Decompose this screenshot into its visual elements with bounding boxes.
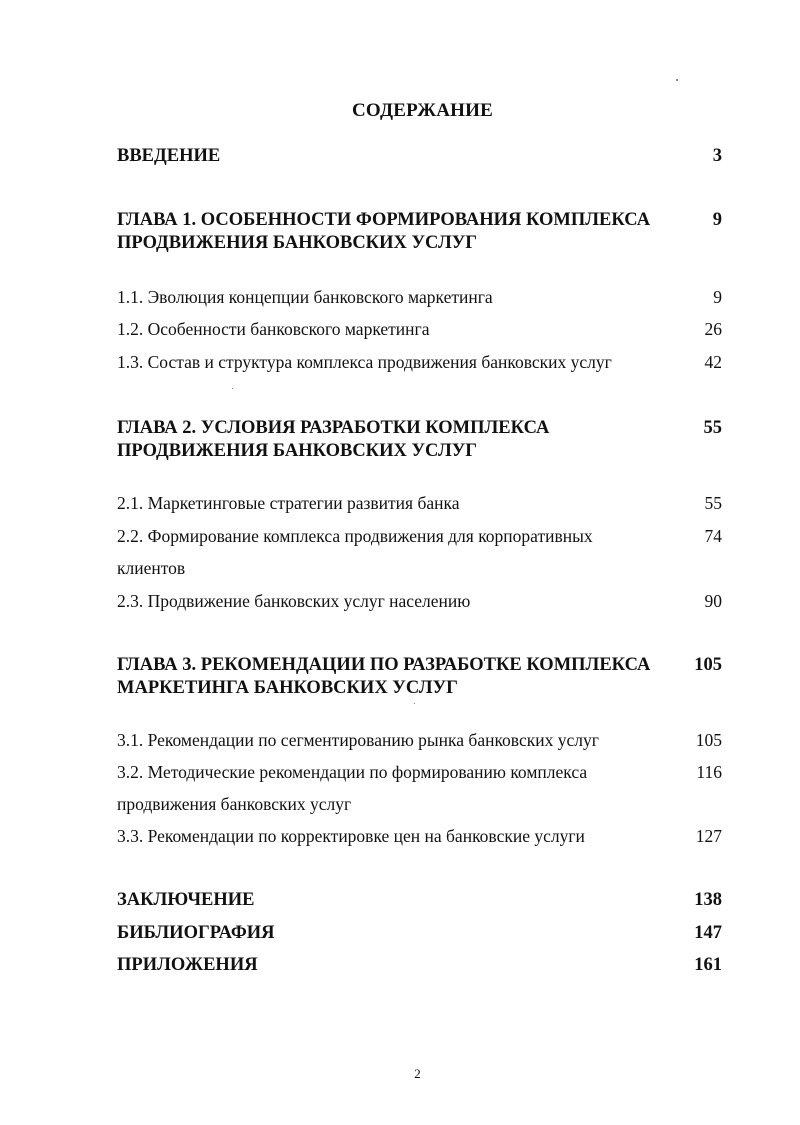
toc-entry-page: 55 [703, 418, 722, 438]
toc-entry-title: ВВЕДЕНИЕ [117, 146, 221, 166]
toc-entry-page: 42 [704, 352, 722, 372]
toc-entry-page: 9 [713, 287, 722, 307]
toc-entry-title: 2.1. Маркетинговые стратегии развития банка [117, 493, 460, 513]
toc-entry-title: ПРИЛОЖЕНИЯ [117, 955, 258, 975]
scan-speck [232, 388, 233, 389]
toc-entry-page: 105 [695, 730, 722, 750]
toc-entry-section-3-2[interactable] [117, 756, 722, 820]
toc-entry-chapter-1[interactable] [117, 209, 722, 255]
toc-entry-conclusion[interactable] [117, 889, 722, 912]
toc-entry-section-2-1[interactable] [117, 487, 722, 519]
toc-entry-page: 105 [694, 655, 722, 675]
toc-entry-section-3-1[interactable] [117, 724, 722, 756]
toc-entry-title: 2.2. Формирование комплекса продвижения для корпоративных клиентов [117, 526, 593, 578]
toc-entry-title: ГЛАВА 2. УСЛОВИЯ РАЗРАБОТКИ КОМПЛЕКСА ПРОДВИЖЕНИЯ БАНКОВСКИХ УСЛУГ [117, 418, 550, 461]
page-title: СОДЕРЖАНИЕ [352, 100, 493, 121]
toc-entry-page: 116 [696, 762, 722, 782]
toc-entry-page: 9 [712, 210, 722, 230]
toc-entry-title: 1.3. Состав и структура комплекса продвижения банковских услуг [117, 352, 612, 372]
scan-speck [676, 79, 678, 81]
toc-entry-page: 74 [704, 526, 722, 546]
scan-speck [414, 703, 415, 704]
toc-entry-title: ГЛАВА 1. ОСОБЕННОСТИ ФОРМИРОВАНИЯ КОМПЛЕКСА ПРОДВИЖЕНИЯ БАНКОВСКИХ УСЛУГ [117, 210, 651, 253]
toc-entry-title: БИБЛИОГРАФИЯ [117, 923, 275, 943]
toc-entry-title: ГЛАВА 3. РЕКОМЕНДАЦИИ ПО РАЗРАБОТКЕ КОМПЛЕКСА МАРКЕТИНГА БАНКОВСКИХ УСЛУГ [117, 655, 651, 698]
toc-entry-title: 2.3. Продвижение банковских услуг населению [117, 591, 471, 611]
toc-entry-section-1-3[interactable] [117, 346, 722, 378]
toc-entry-chapter-2[interactable] [117, 417, 722, 463]
toc-entry-chapter-3[interactable] [117, 654, 722, 700]
toc-entry-title: 1.1. Эволюция концепции банковского маркетинга [117, 287, 493, 307]
toc-entry-section-1-2[interactable] [117, 313, 722, 345]
toc-entry-page: 55 [704, 493, 722, 513]
toc-entry-page: 90 [704, 591, 722, 611]
toc-entry-bibliography[interactable] [117, 922, 722, 945]
page-number: 2 [414, 1066, 421, 1081]
toc-entry-section-2-2[interactable] [117, 520, 722, 584]
toc-entry-page: 161 [694, 955, 722, 975]
toc-entry-introduction[interactable] [117, 145, 722, 168]
toc-entry-appendices[interactable] [117, 954, 722, 977]
toc-entry-page: 26 [704, 319, 722, 339]
toc-entry-page: 127 [695, 826, 722, 846]
toc-entry-title: 3.3. Рекомендации по корректировке цен на банковские услуги [117, 826, 585, 846]
toc-entry-section-1-1[interactable] [117, 281, 722, 313]
toc-entry-section-2-3[interactable] [117, 585, 722, 617]
toc-entry-section-3-3[interactable] [117, 820, 722, 852]
toc-entry-title: 1.2. Особенности банковского маркетинга [117, 319, 430, 339]
toc-entry-title: 3.2. Методические рекомендации по формированию комплекса продвижения банковских услуг [117, 762, 588, 814]
toc-entry-title: 3.1. Рекомендации по сегментированию рынка банковских услуг [117, 730, 599, 750]
toc-entry-page: 138 [694, 890, 722, 910]
toc-entry-page: 147 [694, 923, 722, 943]
toc-entry-page: 3 [712, 146, 722, 166]
toc-entry-title: ЗАКЛЮЧЕНИЕ [117, 890, 255, 910]
